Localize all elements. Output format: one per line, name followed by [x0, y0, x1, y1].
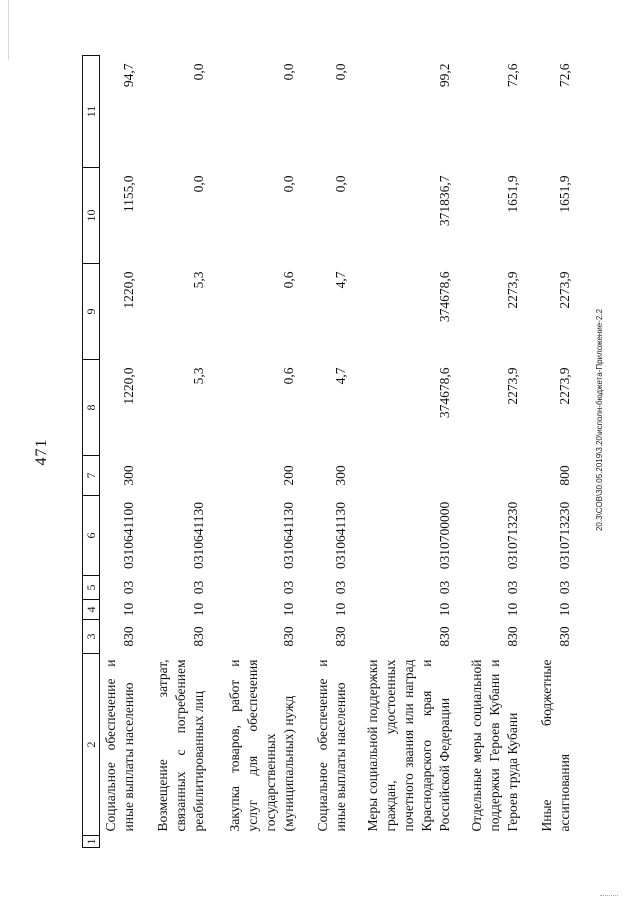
col-header-2: 2	[83, 654, 100, 836]
cell-value-9: 374678,6	[436, 271, 452, 323]
cell-code-3: 830	[556, 626, 572, 647]
cell-value-9: 2273,9	[504, 271, 520, 309]
cell-code-3: 830	[332, 626, 348, 647]
cell-code-5: 03	[121, 580, 136, 595]
cell-code-5: 03	[280, 580, 296, 595]
cell-code-3: 830	[121, 626, 136, 647]
cell-value-9: 0,6	[280, 271, 296, 289]
cell-code-6: 0310641130	[280, 502, 296, 569]
cell-code-4: 10	[556, 602, 572, 617]
cell-code-6: 0310641100	[121, 502, 136, 569]
scan-mark	[600, 895, 618, 898]
cell-value-9: 1220,0	[121, 271, 136, 309]
cell-value-11: 0,0	[332, 63, 348, 81]
cell-value-8: 5,3	[190, 367, 206, 385]
cell-value-9: 4,7	[332, 271, 348, 289]
col-header-3: 3	[83, 620, 100, 654]
cell-code-4: 10	[436, 602, 452, 617]
cell-code-6: 0310641130	[190, 502, 206, 569]
cell-code-7	[152, 456, 224, 496]
cell-code-3: 830	[280, 626, 296, 647]
cell-value-11: 72,6	[504, 63, 520, 88]
cell-code-5: 03	[332, 580, 348, 595]
scan-margin-line	[8, 0, 9, 60]
cell-value-9: 2273,9	[556, 271, 572, 309]
footer-file-path: 20.3\СОВ\30.05.2019\3.20\исполн-бюджета-Приложение-2.2	[595, 308, 604, 532]
cell-code-6: 0310700000	[436, 501, 452, 570]
cell-code-6: 0310641130	[332, 502, 348, 569]
budget-table-container	[82, 56, 582, 848]
row-name: Социальное обеспечение и иные выплаты населению	[103, 659, 136, 832]
cell-value-10: 371836,7	[436, 175, 452, 227]
table-row	[536, 56, 586, 848]
cell-value-11: 94,7	[121, 63, 136, 88]
cell-code-7	[466, 456, 536, 496]
cell-value-10: 0,0	[280, 175, 296, 193]
cell-code-5: 03	[436, 580, 452, 595]
col-header-1: 1	[83, 836, 100, 848]
table-row	[312, 56, 362, 848]
row-name: Закупка товаров, работ и услуг для обеспечения государственных (муниципальных) нужд	[226, 659, 296, 832]
cell-code-7: 300	[121, 465, 136, 486]
cell-value-10: 0,0	[190, 175, 206, 193]
cell-value-10: 0,0	[332, 175, 348, 193]
col-header-8: 8	[83, 360, 100, 456]
cell-code-4: 10	[121, 602, 136, 617]
cell-code-6: 0310713230	[504, 501, 520, 570]
table-header-row	[83, 56, 100, 848]
cell-value-10: 1651,9	[504, 175, 520, 213]
table-row	[152, 56, 224, 848]
col-header-6: 6	[83, 496, 100, 576]
cell-code-4: 10	[504, 602, 520, 617]
cell-value-8: 1220,0	[121, 367, 136, 405]
row-name: Возмещение затрат, связанных с погребением реабилитированных лиц	[154, 659, 206, 832]
cell-code-7: 300	[332, 465, 348, 486]
cell-code-6: 0310713230	[556, 501, 572, 570]
table-row	[224, 56, 312, 848]
cell-value-11: 0,0	[190, 63, 206, 81]
cell-value-11: 0,0	[280, 63, 296, 81]
page-number: 471	[33, 438, 50, 466]
table-row	[100, 56, 152, 848]
cell-value-8: 374678,6	[436, 367, 452, 419]
row-name: Иные бюджетные ассигнования	[538, 659, 572, 832]
col-header-11: 11	[83, 56, 100, 168]
col-header-5: 5	[83, 576, 100, 600]
col-header-10: 10	[83, 168, 100, 264]
cell-value-11: 72,6	[556, 63, 572, 88]
cell-code-4: 10	[332, 602, 348, 617]
table-row	[362, 56, 466, 848]
cell-value-8: 4,7	[332, 367, 348, 385]
cell-value-9: 5,3	[190, 271, 206, 289]
cell-code-7: 800	[556, 465, 572, 486]
cell-value-10: 1651,9	[556, 175, 572, 213]
table-row	[466, 56, 536, 848]
cell-code-5: 03	[556, 580, 572, 595]
row-name: Меры социальной поддержки граждан, удостоенных почетного звания или наград Краснодарского края и Российской Федерации	[364, 659, 452, 832]
cell-value-8: 2273,9	[556, 367, 572, 405]
col-header-9: 9	[83, 264, 100, 360]
cell-code-3: 830	[190, 626, 206, 647]
cell-code-4: 10	[280, 602, 296, 617]
cell-code-5: 03	[190, 580, 206, 595]
row-name: Социальное обеспечение и иные выплаты населению	[314, 659, 348, 832]
cell-value-8: 2273,9	[504, 367, 520, 405]
cell-code-3: 830	[436, 626, 452, 647]
cell-value-10: 1155,0	[121, 175, 136, 213]
cell-value-8: 0,6	[280, 367, 296, 385]
row-name: Отдельные меры социальной поддержки Героев Кубани и Героев труда Кубани	[468, 659, 520, 832]
cell-code-5: 03	[504, 580, 520, 595]
col-header-4: 4	[83, 600, 100, 620]
budget-table	[82, 55, 586, 848]
cell-code-7: 200	[280, 465, 296, 486]
cell-code-3: 830	[504, 626, 520, 647]
cell-code-4: 10	[190, 602, 206, 617]
col-header-7: 7	[83, 456, 100, 496]
cell-code-7	[362, 456, 466, 496]
cell-value-11: 99,2	[436, 63, 452, 88]
